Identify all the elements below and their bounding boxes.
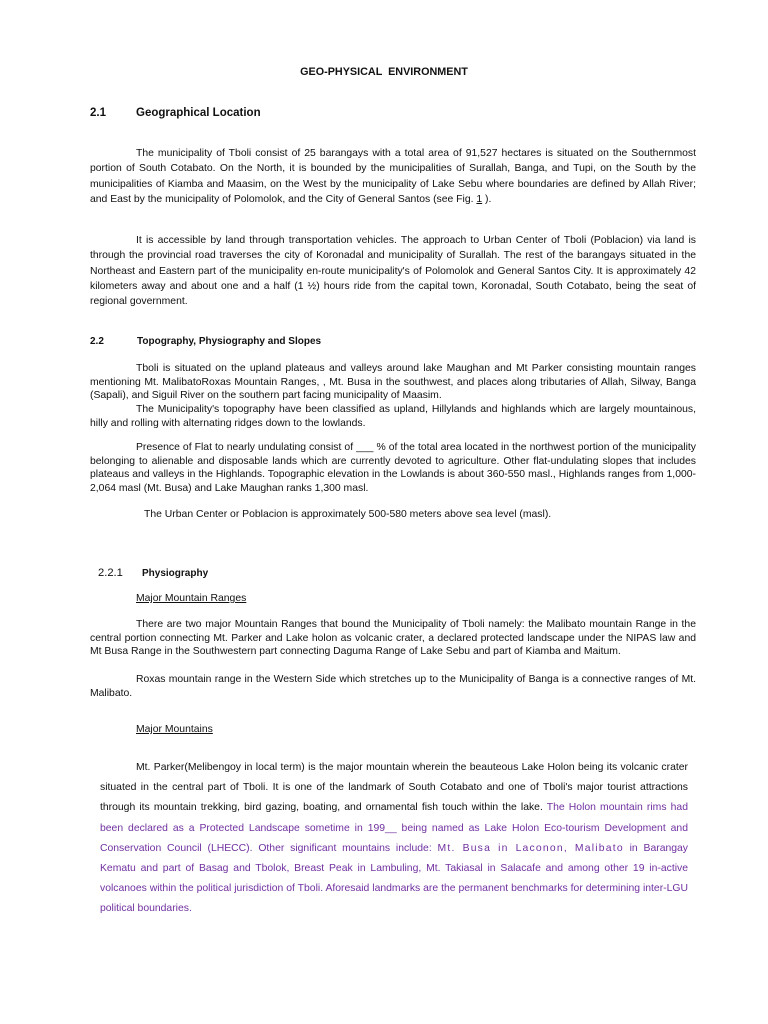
section-number: 2.1	[90, 107, 106, 119]
section-heading-2-2-1	[98, 567, 208, 579]
section-title: Topography, Physiography and Slopes	[137, 336, 322, 347]
paragraph-mountain-ranges-2: Roxas mountain range in the Western Side which stretches up to the Municipality of Banga is a connective ranges of Mt. Malibato.	[90, 674, 696, 699]
paragraph-major-mountains: Mt. Parker(Melibengoy in local term) is the major mountain wherein the beauteous Lake Holon being its volcanic crater situated in the central part of Tboli. It is one of the landmark of South Cotabato and one of Tboli's major tourist attractions through its mountain trekking, bird gazing, boating, and ornamental fish touch within the lake. The Holon mountain rims had been declared as a Protected Landscape sometime in 199__ being named as Lake Holon Eco-tourism Development and Conservation Council (LHECC). Other significant mountains include: Mt. Busa in Laconon, Malibato in Barangay Kematu and part of Basag and Tbolok, Breast Peak in Lambuling, Mt. Takiasal in Salacafe and among other 19 in-active volcanoes within the political jurisdiction of Tboli. Aforesaid landmarks are the permanent benchmarks for determining inter-LGU political boundaries.	[100, 762, 689, 915]
paragraph-mountain-ranges-1: There are two major Mountain Ranges that bound the Municipality of Tboli namely: the Malibato mountain Range in the central portion connecting Mt. Parker and Lake holon as volcanic crater, a declared protected landscape under the NIPAS law and Mt Busa Range in the Southwestern part connecting Daguma Range of Lake Sebu and part of Kiamba and Maitum.	[90, 619, 696, 658]
highlighted-mountain-names: Mt. Busa in Laconon, Malibato	[437, 842, 624, 854]
highlighted-text: The Holon mountain rims had been declared as a Protected Landscape sometime in 199__ being named as Lake Holon Eco-tourism Development and Conservation Council (LHECC). Other significant mountains include:	[100, 802, 688, 854]
section-heading-2-2	[90, 336, 321, 347]
section-title: Geographical Location	[136, 107, 261, 119]
paragraph-topography-2: The Municipality's topography have been classified as upland, Hillylands and highlands which are largely mountainous, hilly and rolling with alternating ridges down to the lowlands.	[90, 404, 696, 429]
section-number: 2.2	[90, 336, 104, 347]
section-title: Physiography	[142, 568, 209, 579]
subheading-major-mountains: Major Mountains	[136, 724, 213, 735]
document-title: GEO-PHYSICAL ENVIRONMENT	[300, 66, 468, 78]
section-heading-2-1	[90, 107, 261, 119]
paragraph-urban-center-elevation: The Urban Center or Poblacion is approximately 500-580 meters above sea level (masl).	[144, 509, 552, 520]
section-number: 2.2.1	[98, 567, 123, 579]
subheading-major-mountain-ranges: Major Mountain Ranges	[136, 593, 247, 604]
paragraph-topography-3: Presence of Flat to nearly undulating consist of ___ % of the total area located in the northwest portion of the municipality belonging to alienable and disposable lands which are currently devoted to agriculture. Other flat-undulating slopes that includes plateaus and valleys in the Highlands. Topographic elevation in the Lowlands is about 360-550 masl., Highlands ranges from 1,000-2,064 masl (Mt. Busa) and Lake Maughan ranks 1,300 masl.	[90, 442, 696, 494]
paragraph-geo-location-1: The municipality of Tboli consist of 25 barangays with a total area of 91,527 hectares is situated on the Southernmost portion of South Cotabato. On the North, it is bounded by the municipalities of Surallah, Banga, and Tupi, on the South by the municipalities of Kiamba and Maasim, on the West by the municipality of Lake Sebu where boundaries are defined by Allah River; and East by the municipality of Polomolok, and the City of General Santos (see Fig. 1 ).	[90, 148, 696, 205]
paragraph-geo-location-2: It is accessible by land through transportation vehicles. The approach to Urban Center of Tboli (Poblacion) via land is through the provincial road traverses the city of Koronadal and municipality of Surallah. The rest of the barangays situated in the Northeast and Eastern part of the municipality en-route municipality's of Polomolok and General Santos City. It is approximately 42 kilometers away and about one and a half (1 ½) hours ride from the capital town, Koronadal, South Cotabato, being the seat of regional government.	[90, 235, 696, 308]
highlighted-text-continued: in Barangay Kematu and part of Basag and Tbolok, Breast Peak in Lambuling, Mt. Takiasal in Salacafe and among other 19 in-active volcanoes within the political jurisdiction of Tboli. Aforesaid landmarks are the permanent benchmarks for determining inter-LGU political boundaries.	[100, 842, 689, 915]
figure-reference: 1	[476, 193, 483, 205]
paragraph-topography-1: Tboli is situated on the upland plateaus and valleys around lake Maughan and Mt Parker consisting mountain ranges mentioning Mt. MalibatoRoxas Mountain Ranges, , Mt. Busa in the southwest, and places along tributaries of Allah, Silway, Banga (Sapali), and Siguil River on the southern part facing municipality of Maasim.	[90, 363, 696, 402]
